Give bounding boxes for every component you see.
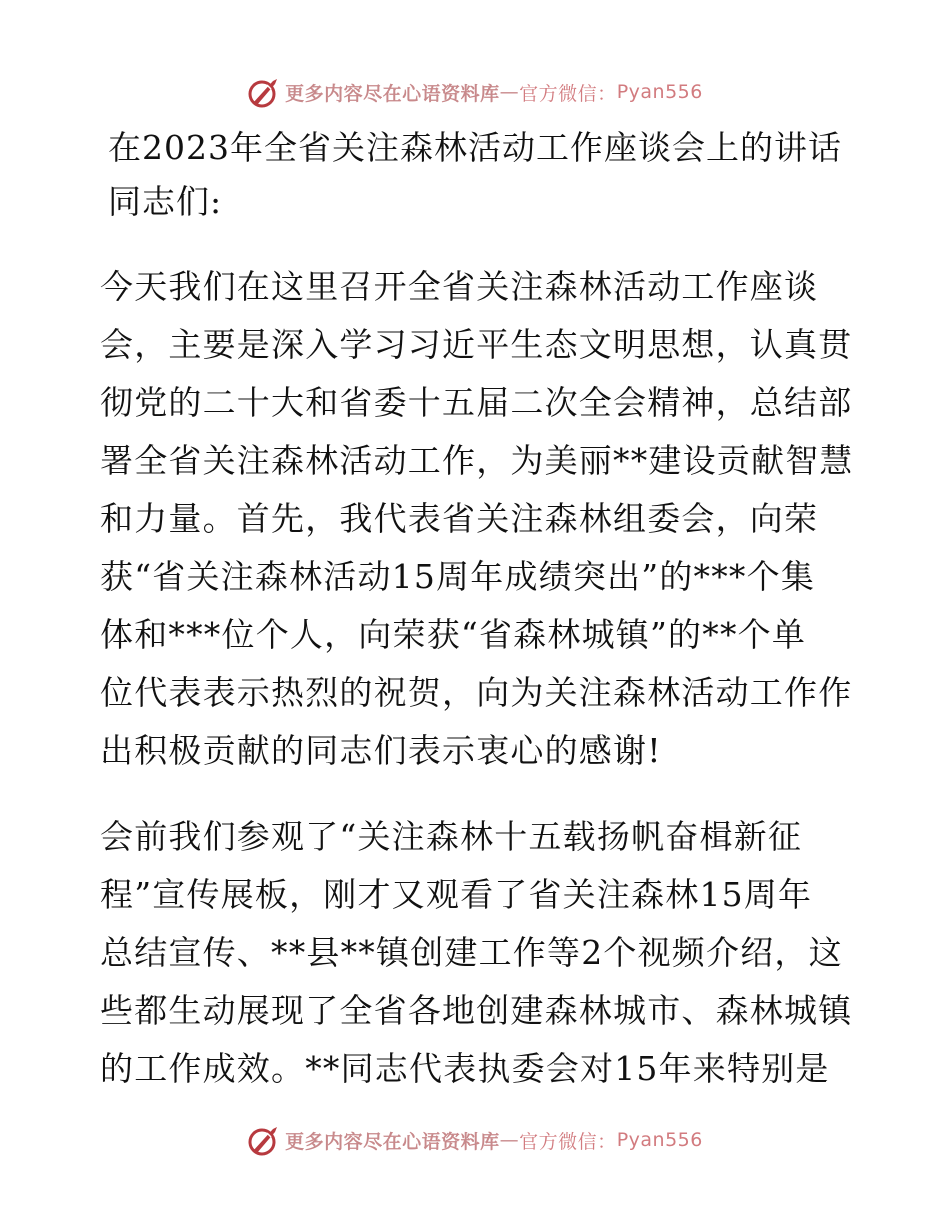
paragraph-line: 和力量。首先，我代表省关注森林组委会，向荣 bbox=[100, 499, 819, 538]
paragraph-line: 体和***位个人，向荣获“省森林城镇”的**个单 bbox=[100, 615, 807, 654]
paragraph-line: 署全省关注森林活动工作，为美丽**建设贡献智慧 bbox=[100, 441, 854, 480]
paragraph-1 bbox=[100, 258, 854, 780]
paragraph-line: 会，主要是深入学习习近平生态文明思想，认真贯 bbox=[100, 325, 853, 364]
quill-logo-icon bbox=[247, 75, 281, 109]
paragraph-line: 的工作成效。**同志代表执委会对15年来特别是 bbox=[100, 1049, 830, 1088]
watermark-left-text: 更多内容尽在心语资料库 bbox=[285, 82, 500, 105]
paragraph-line: 程”宣传展板，刚才又观看了省关注森林15周年 bbox=[100, 875, 813, 914]
greeting: 同志们: bbox=[108, 182, 223, 221]
watermark-left-text: 更多内容尽在心语资料库 bbox=[285, 1130, 500, 1153]
quill-logo-icon bbox=[247, 1123, 281, 1157]
paragraph-line: 彻党的二十大和省委十五届二次全会精神，总结部 bbox=[100, 383, 853, 422]
document-title: 在2023年全省关注森林活动工作座谈会上的讲话 bbox=[108, 128, 842, 167]
paragraph-line: 今天我们在这里召开全省关注森林活动工作座谈 bbox=[100, 267, 819, 306]
paragraph-line: 位代表表示热烈的祝贺，向为关注森林活动工作作 bbox=[100, 673, 853, 712]
watermark-header bbox=[0, 72, 950, 112]
watermark-wechat-id: Pyan556 bbox=[616, 1129, 703, 1151]
watermark-right-text: 官方微信： bbox=[519, 1130, 617, 1153]
paragraph-line: 会前我们参观了“关注森林十五载扬帆奋楫新征 bbox=[100, 817, 803, 856]
watermark-dash: — bbox=[499, 1129, 520, 1151]
watermark-right-text: 官方微信： bbox=[519, 82, 617, 105]
paragraph-line: 获“省关注森林活动15周年成绩突出”的***个集 bbox=[100, 557, 816, 596]
watermark-dash: — bbox=[499, 81, 520, 103]
watermark-footer bbox=[0, 1120, 950, 1160]
paragraph-line: 总结宣传、**县**镇创建工作等2个视频介绍，这 bbox=[100, 933, 843, 972]
paragraph-line: 些都生动展现了全省各地创建森林城市、森林城镇 bbox=[100, 991, 853, 1030]
watermark-wechat-id: Pyan556 bbox=[616, 81, 703, 103]
paragraph-line: 出积极贡献的同志们表示衷心的感谢! bbox=[100, 731, 662, 770]
paragraph-2 bbox=[100, 808, 853, 1098]
